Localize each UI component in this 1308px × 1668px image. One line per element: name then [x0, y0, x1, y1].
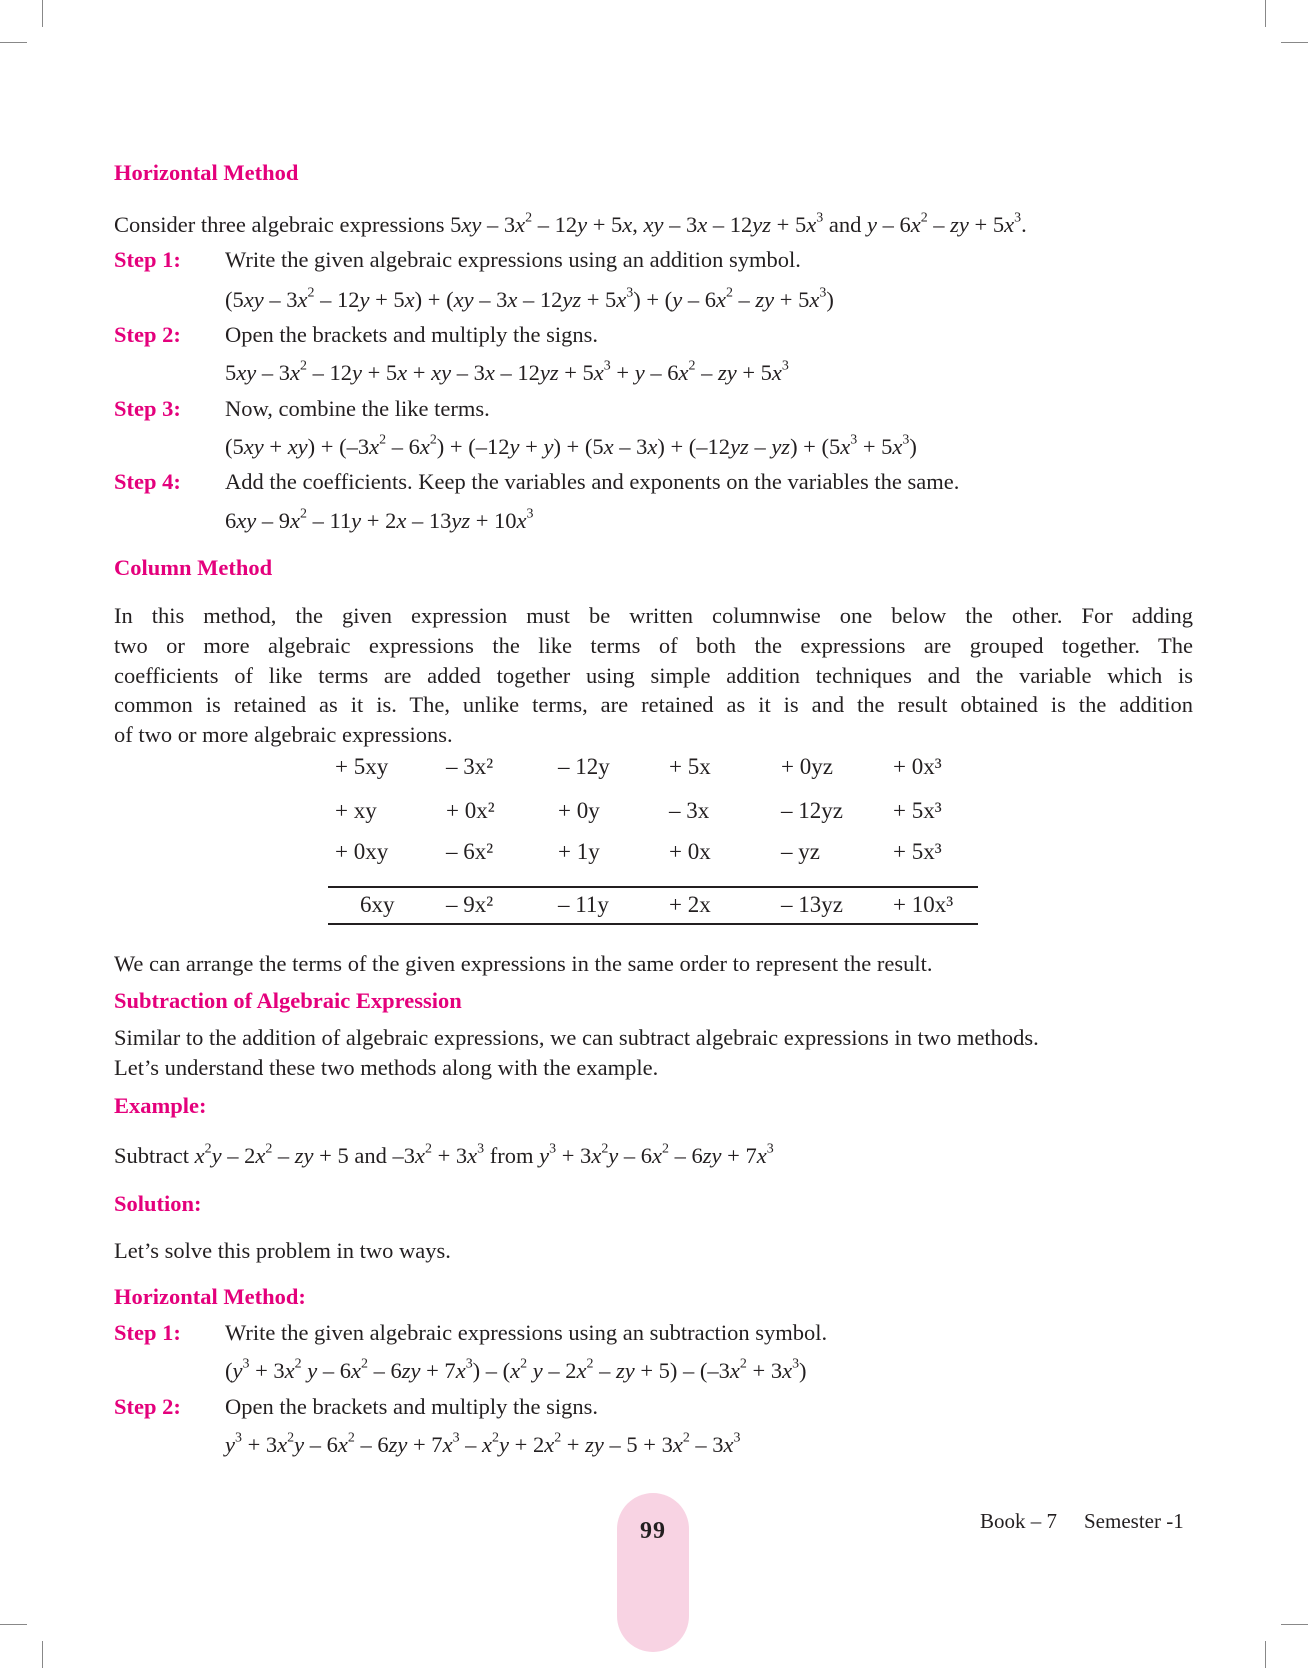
column-method-paragraph	[114, 601, 1193, 750]
section-heading: Horizontal Method	[114, 160, 299, 185]
result-cell: – 11y	[558, 892, 609, 917]
result-cell: + 2x	[669, 892, 711, 917]
table-cell: + 0x²	[446, 798, 495, 823]
step-label: Step 3:	[114, 396, 181, 421]
step-label: Step 1:	[114, 1320, 181, 1345]
example-expression: $x^2y - 2x^2$ – zy + 5	[194, 1141, 349, 1168]
table-cell: + 0x³	[893, 754, 942, 779]
step-expression: $(5xy - 3x^2 - 12y + 5x) + (xy - 3x - 12yz + 5x^3) + (y - 6x^2$ – zy + $5x^3$)	[225, 285, 834, 312]
result-cell: 6xy	[360, 892, 395, 917]
result-cell: + 10x³	[893, 892, 954, 917]
example-text: from	[484, 1143, 540, 1168]
example-expression: $y^3 + 3x^2y - 6x^2 - 6zy + 7x^3$	[539, 1141, 774, 1168]
table-cell: – 12y	[558, 754, 610, 779]
table-cell: + 0x	[669, 839, 711, 864]
table-cell: + 5x³	[893, 839, 942, 864]
page-number: 99	[640, 1518, 666, 1544]
crop-mark	[1265, 1641, 1266, 1668]
table-cell: – 6x²	[446, 839, 494, 864]
intro-line	[114, 211, 1027, 239]
table-cell: + 1y	[558, 839, 600, 864]
step-text: Now, combine the like terms.	[225, 396, 490, 421]
subtraction-intro-line: Similar to the addition of algebraic expressions, we can subtract algebraic expressions in two methods.	[114, 1025, 1039, 1050]
table-cell: + 0xy	[335, 839, 389, 864]
intro-text: Consider three algebraic expressions	[114, 212, 451, 237]
paragraph-line: coefficients of like terms are added together using simple addition techniques and the variable which is	[114, 662, 1193, 688]
semester-label: Semester -1	[1084, 1509, 1184, 1533]
paragraph-line: two or more algebraic expressions the like terms of both the expressions are grouped together. The	[114, 632, 1193, 658]
example-label: Example:	[114, 1093, 207, 1118]
step-expression: $5xy - 3x^2 - 12y + 5x$ + xy – $3x - 12yz + 5x^3 + y - 6x^2$ – zy + $5x^3$	[225, 358, 789, 385]
crop-mark	[1265, 0, 1266, 27]
example-text: and	[348, 1143, 393, 1168]
step-label: Step 2:	[114, 1394, 181, 1419]
step-label: Step 1:	[114, 247, 181, 272]
sum-rule-top	[328, 886, 978, 888]
step-expression: $y^3 + 3x^2y - 6x^2 - 6zy + 7x^3 - x^2y + 2x^2$ + zy – $5 + 3x^2 - 3x^3$	[225, 1430, 741, 1457]
table-cell: – 12yz	[781, 798, 843, 823]
column-note: We can arrange the terms of the given expressions in the same order to represent the result.	[114, 951, 933, 976]
intro-and: and	[823, 212, 867, 237]
step-text: Open the brackets and multiply the signs.	[225, 1394, 599, 1419]
section-heading: Column Method	[114, 555, 273, 580]
step-expression: $(5xy + xy) + (-3x^2 - 6x^2) + (-12y + y) + (5x - 3x) + (-12yz - yz) + (5x^3 + 5x^3)$	[225, 432, 917, 459]
table-cell: + xy	[335, 798, 377, 823]
table-cell: – 3x	[669, 798, 710, 823]
table-cell: + 5x	[669, 754, 711, 779]
intro-expression: y – $6x^2$ – zy + $5x^3$.	[866, 210, 1027, 237]
page-number-badge	[617, 1493, 689, 1652]
crop-mark	[1281, 42, 1308, 43]
step-text: Open the brackets and multiply the signs.	[225, 322, 599, 347]
paragraph-line: of two or more algebraic expressions.	[114, 722, 453, 748]
crop-mark	[0, 1624, 27, 1625]
crop-mark	[42, 0, 43, 27]
step-label: Step 2:	[114, 322, 181, 347]
step-expression: $6xy - 9x^2 - 11y + 2x - 13yz + 10x^3$	[225, 506, 534, 533]
subtraction-intro-line: Let’s understand these two methods along with the example.	[114, 1055, 659, 1080]
step-label: Step 4:	[114, 469, 181, 494]
table-cell: + 5xy	[335, 754, 389, 779]
crop-mark	[42, 1641, 43, 1668]
example-expression: $-3x^2 + 3x^3$	[392, 1141, 485, 1168]
sum-rule-bottom	[328, 923, 978, 925]
solution-label: Solution:	[114, 1191, 202, 1216]
result-cell: – 13yz	[781, 892, 843, 917]
table-cell: + 0yz	[781, 754, 833, 779]
paragraph-line: In this method, the given expression must be written columnwise one below the other. For adding	[114, 603, 1193, 628]
table-cell: + 5x³	[893, 798, 942, 823]
method-heading: Horizontal Method:	[114, 1284, 306, 1309]
step-expression: ($y^3 + 3x^2$ $y - 6x^2 - 6zy + 7x^3) - (x^2$ y – $2x^2$ – zy + $5) - (-3x^2 + 3x^3)$	[225, 1356, 807, 1383]
example-text: Subtract	[114, 1143, 195, 1168]
table-cell: – 3x²	[446, 754, 494, 779]
step-text: Write the given algebraic expressions using an subtraction symbol.	[225, 1320, 828, 1345]
step-text: Add the coefficients. Keep the variables and exponents on the variables the same.	[225, 469, 960, 494]
solution-text: Let’s solve this problem in two ways.	[114, 1238, 451, 1263]
book-label: Book – 7	[980, 1509, 1058, 1533]
paragraph-line: common is retained as it is. The, unlike terms, are retained as it is and the result obtained is the addition	[114, 692, 1193, 718]
section-heading: Subtraction of Algebraic Expression	[114, 988, 462, 1013]
crop-mark	[1281, 1624, 1308, 1625]
table-cell: – yz	[781, 839, 820, 864]
table-cell: + 0y	[558, 798, 600, 823]
step-text: Write the given algebraic expressions using an addition symbol.	[225, 247, 801, 272]
example-line	[114, 1142, 774, 1170]
result-cell: – 9x²	[446, 892, 494, 917]
intro-expression: $5xy - 3x^2 - 12y + 5x$, xy – $3x - 12yz + 5x^3$	[450, 210, 824, 237]
crop-mark	[0, 42, 27, 43]
